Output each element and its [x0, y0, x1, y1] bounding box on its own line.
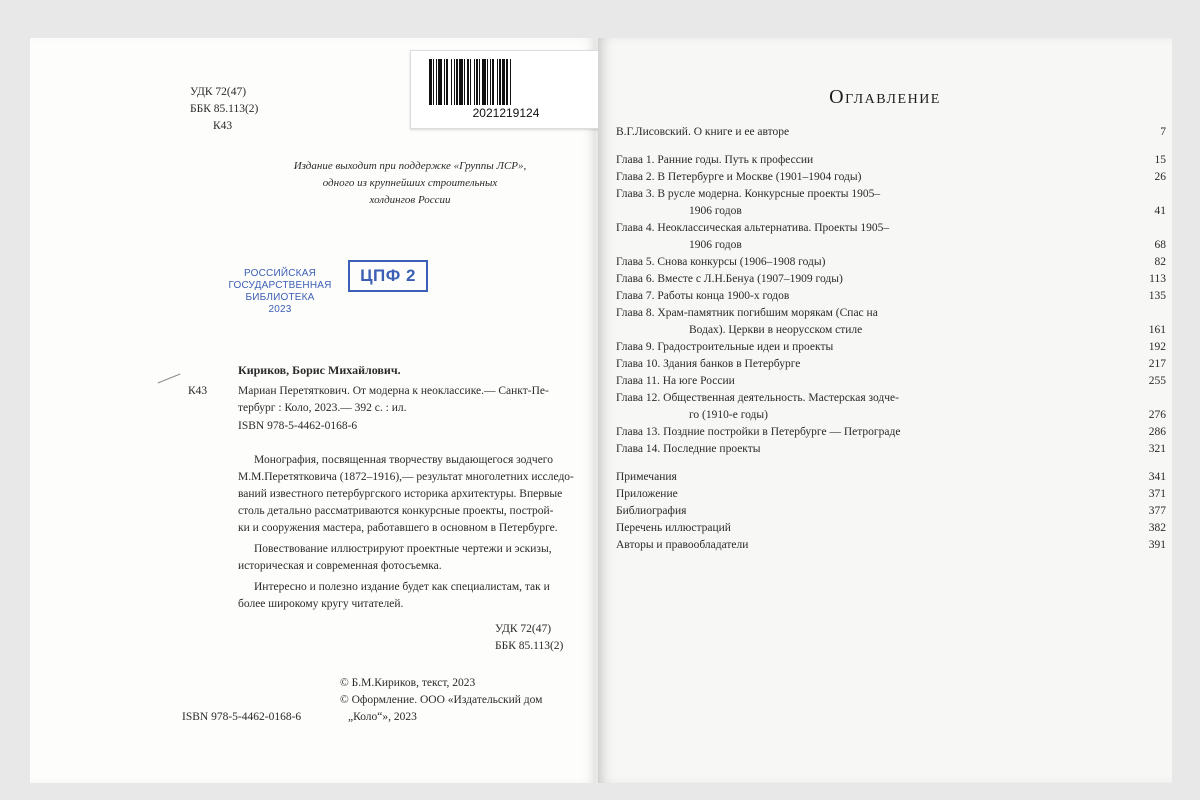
toc-entry-title: Водах). Церкви в неорусском стиле	[689, 324, 863, 336]
toc-page-number: 217	[1148, 358, 1166, 370]
toc-entry-title: Глава 12. Общественная деятельность. Мастерская зодче-	[616, 392, 899, 404]
toc-entry	[616, 220, 1166, 237]
copyright-line: © Б.М.Кириков, текст, 2023	[340, 677, 476, 689]
right-page	[598, 38, 1172, 783]
toc-entry-title: Примечания	[616, 471, 677, 483]
toc-entry	[616, 424, 1166, 441]
toc-page-number: 82	[1154, 256, 1166, 268]
toc-page-number: 391	[1148, 539, 1166, 551]
toc-entry-continuation	[616, 407, 1166, 424]
support-line: холдингов России	[369, 194, 451, 206]
support-line: одного из крупнейших строительных	[322, 177, 498, 189]
toc-entry-title: 1906 годов	[689, 205, 742, 217]
library-stamp	[220, 268, 340, 316]
stamp-line: РОССИЙСКАЯ	[244, 268, 316, 279]
bbk-code: ББК 85.113(2)	[190, 103, 259, 115]
toc-page-number: 286	[1148, 426, 1166, 438]
author-heading: Кириков, Борис Михайлович.	[238, 363, 401, 377]
toc-entry-continuation	[616, 322, 1166, 339]
left-page	[30, 38, 595, 783]
barcode-number: 2021219124	[472, 106, 540, 120]
isbn-bottom: ISBN 978-5-4462-0168-6	[182, 711, 302, 723]
toc-entry-title: Глава 8. Храм-памятник погибшим морякам (Спас на	[616, 307, 878, 319]
toc-entry-title: Глава 5. Снова конкурсы (1906–1908 годы)	[616, 256, 826, 268]
toc-entry-title: Глава 1. Ранние годы. Путь к профессии	[616, 154, 814, 166]
toc-entry	[616, 152, 1166, 169]
toc-entry	[616, 469, 1166, 486]
toc-entry	[616, 169, 1166, 186]
toc-entry	[616, 390, 1166, 407]
toc-page-number: 321	[1148, 443, 1166, 455]
copyright-line: © Оформление. ООО «Издательский дом	[340, 694, 543, 706]
toc-entry-continuation	[616, 237, 1166, 254]
author-mark-side: К43	[188, 385, 208, 397]
toc-entry	[616, 373, 1166, 390]
toc-page-number: 68	[1154, 239, 1166, 251]
toc-entry	[616, 305, 1166, 322]
toc-page-number: 377	[1148, 505, 1166, 517]
toc-page-number: 26	[1154, 171, 1166, 183]
toc-page-number: 382	[1148, 522, 1166, 534]
barcode-sticker	[410, 50, 602, 129]
toc-entry-title: Перечень иллюстраций	[616, 522, 731, 534]
annotation-line: М.М.Перетятковича (1872–1916),— результат многолетних исследо-	[238, 471, 574, 483]
annotation-line: столь детально рассматриваются конкурсные проекты, построй-	[238, 505, 554, 517]
toc-entry-continuation	[616, 203, 1166, 220]
udk-code: УДК 72(47)	[190, 86, 247, 98]
stamp-line: БИБЛИОТЕКА	[245, 292, 315, 303]
stamp-line: ГОСУДАРСТВЕННАЯ	[228, 280, 332, 291]
toc-entry	[616, 520, 1166, 537]
toc-page-number: 41	[1154, 205, 1166, 217]
annotation-line: более широкому кругу читателей.	[238, 598, 404, 610]
toc-page-number: 15	[1154, 154, 1166, 166]
copyright-line: „Коло“», 2023	[348, 711, 417, 723]
toc-entry	[616, 537, 1166, 554]
toc-entry	[616, 339, 1166, 356]
toc-entry-title: го (1910-е годы)	[689, 409, 768, 421]
toc-entry	[616, 503, 1166, 520]
annotation-line: Интересно и полезно издание будет как специалистам, так и	[254, 581, 550, 593]
stamp-line: 2023	[268, 304, 292, 315]
toc-entry	[616, 124, 1166, 141]
bib-description: тербург : Коло, 2023.— 392 с. : ил.	[238, 402, 407, 414]
toc-entry-title: Глава 7. Работы конца 1900-х годов	[616, 290, 790, 302]
toc-entry-title: Глава 11. На юге России	[616, 375, 735, 387]
barcode-icon	[429, 59, 583, 105]
toc-entry	[616, 441, 1166, 458]
toc-page-number: 255	[1148, 375, 1166, 387]
bbk-code-bottom: ББК 85.113(2)	[495, 640, 564, 652]
support-line: Издание выходит при поддержке «Группы ЛСР»,	[293, 160, 527, 172]
toc-entry	[616, 486, 1166, 503]
toc-entry-title: Глава 3. В русле модерна. Конкурсные проекты 1905–	[616, 188, 881, 200]
toc-entry	[616, 186, 1166, 203]
toc-page-number: 192	[1148, 341, 1166, 353]
isbn: ISBN 978-5-4462-0168-6	[238, 420, 358, 432]
annotation-line: ки и сооружения мастера, работавшего в основном в Петербурге.	[238, 522, 558, 534]
annotation-line: историческая и современная фотосъемка.	[238, 560, 442, 572]
toc-title: Оглавление	[829, 86, 941, 108]
toc-entry-title: Приложение	[616, 488, 678, 500]
annotation-line: Повествование иллюстрируют проектные чертежи и эскизы,	[254, 543, 552, 555]
toc-page-number: 161	[1148, 324, 1166, 336]
toc-entry-title: Авторы и правообладатели	[616, 539, 749, 551]
toc-page-number: 276	[1148, 409, 1166, 421]
annotation-line: Монография, посвященная творчеству выдающегося зодчего	[254, 454, 553, 466]
toc-entry	[616, 356, 1166, 373]
toc-page-number: 135	[1148, 290, 1166, 302]
toc-entry-title: Глава 10. Здания банков в Петербурге	[616, 358, 801, 370]
toc-entry-title: Глава 14. Последние проекты	[616, 443, 761, 455]
toc-page-number: 7	[1160, 126, 1166, 138]
toc-entry-title: Библиография	[616, 505, 687, 517]
toc-entry	[616, 271, 1166, 288]
toc-entry-title: Глава 13. Поздние постройки в Петербурге — Петрограде	[616, 426, 901, 438]
support-note	[260, 158, 560, 209]
bib-description: Мариан Перетяткович. От модерна к неоклассике.— Санкт-Пе-	[238, 385, 549, 397]
toc-entry	[616, 254, 1166, 271]
toc-entry-title: 1906 годов	[689, 239, 742, 251]
annotation-line: ваний известного петербургского историка архитектуры. Впервые	[238, 488, 563, 500]
toc-page-number: 341	[1148, 471, 1166, 483]
toc-page-number: 113	[1149, 273, 1166, 285]
toc-page-number: 371	[1148, 488, 1166, 500]
pencil-mark	[158, 374, 181, 384]
toc-entry-title: Глава 6. Вместе с Л.Н.Бенуа (1907–1909 годы)	[616, 273, 843, 285]
toc-entry-title: В.Г.Лисовский. О книге и ее авторе	[616, 126, 790, 138]
toc-entry-title: Глава 2. В Петербурге и Москве (1901–1904 годы)	[616, 171, 862, 183]
toc-entry	[616, 288, 1166, 305]
cpf-stamp: ЦПФ 2	[348, 260, 428, 292]
toc-entry-title: Глава 4. Неоклассическая альтернатива. Проекты 1905–	[616, 222, 890, 234]
author-mark: К43	[213, 120, 233, 132]
toc-entry-title: Глава 9. Градостроительные идеи и проекты	[616, 341, 834, 353]
udk-code-bottom: УДК 72(47)	[495, 623, 552, 635]
